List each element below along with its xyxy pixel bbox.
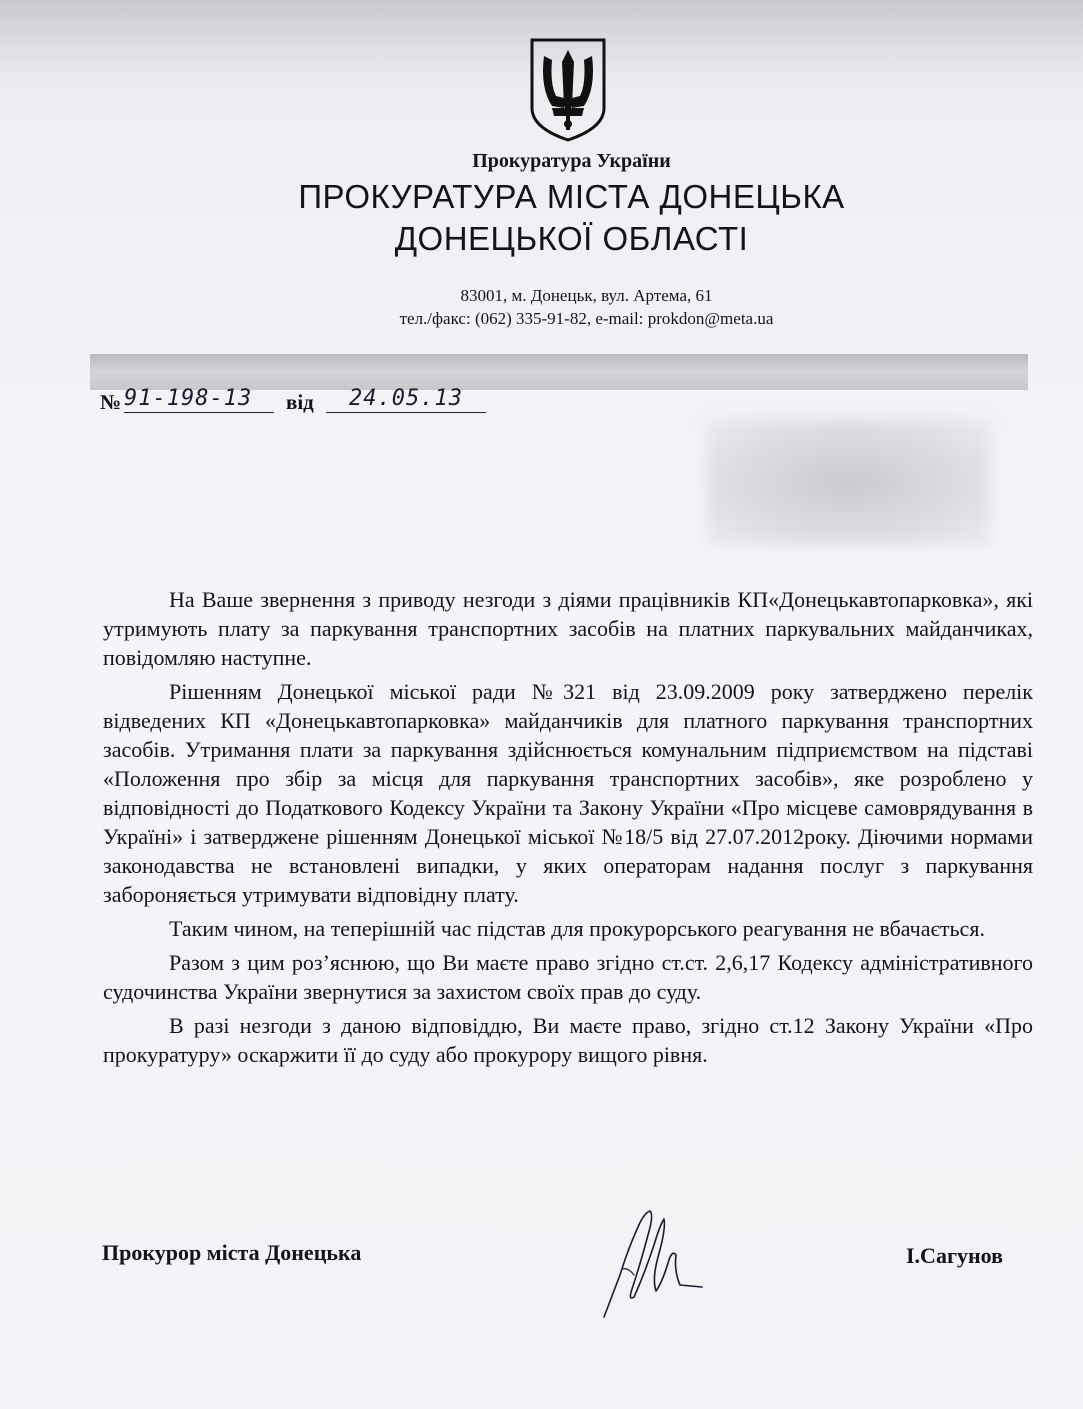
reference-number-label: № <box>100 390 122 414</box>
agency-name-line1: ПРОКУРАТУРА МІСТА ДОНЕЦЬКА <box>298 178 845 215</box>
agency-name-line2: ДОНЕЦЬКОЇ ОБЛАСТІ <box>394 220 749 257</box>
trident-emblem-icon <box>528 36 608 142</box>
reference-date-label: від <box>286 390 314 414</box>
agency-parent-name: Прокуратура України <box>472 150 671 172</box>
body-paragraph: Рішенням Донецької міської ради №321 від 23.09.2009 року затверджено перелік відведених КП «Донецькавтопарковка» майданчиків для платного паркування транспортних засобів. Утримання плати за паркування здійснюється комунальним підприємством на підставі «Положення про збір за місця для паркування транспортних засобів», яке розроблено у відповідності до Податкового Кодексу України та Закону України «Про місцеве самоврядування в Україні» і затверджене рішенням Донецької міської №18/5 від 27.07.2012року. Діючими нормами законодавства не встановлені випадки, у яких операторам надання послуг з паркування забороняється утримувати відповідну плату. <box>103 679 1033 907</box>
signatory-title: Прокурор міста Донецька <box>102 1240 362 1265</box>
reference-date-value: 24.05.13 <box>326 386 486 413</box>
handwritten-signature <box>598 1205 708 1325</box>
body-paragraph: Разом з цим роз’яснюю, що Ви маєте право згідно ст.ст. 2,6,17 Кодексу адміністративного судочинства України звернутися за захистом своїх прав до суду. <box>103 950 1033 1004</box>
body-paragraph: На Ваше звернення з приводу незгоди з діями працівників КП«Донецькавтопарковка», які утримують плату за паркування транспортних засобів на платних паркувальних майданчиках, повідомляю наступне. <box>103 587 1033 670</box>
letter-body <box>103 585 1033 1069</box>
body-paragraph: В разі незгоди з даною відповіддю, Ви маєте право, згідно ст.12 Закону України «Про прокуратуру» оскаржити її до суду або прокурору вищого рівня. <box>103 1013 1033 1067</box>
body-paragraph: Таким чином, на теперішній час підстав для прокурорського реагування не вбачається. <box>169 916 985 941</box>
signatory-name: І.Сагунов <box>906 1243 1003 1268</box>
agency-contacts: тел./факс: (062) 335-91-82, e-mail: prokdon@meta.ua <box>399 309 774 328</box>
agency-address: 83001, м. Донецьк, вул. Артема, 61 <box>460 286 713 305</box>
reference-number-value: 91-198-13 <box>124 386 274 413</box>
header-divider-band <box>90 354 1028 390</box>
redacted-recipient-block <box>706 418 991 546</box>
